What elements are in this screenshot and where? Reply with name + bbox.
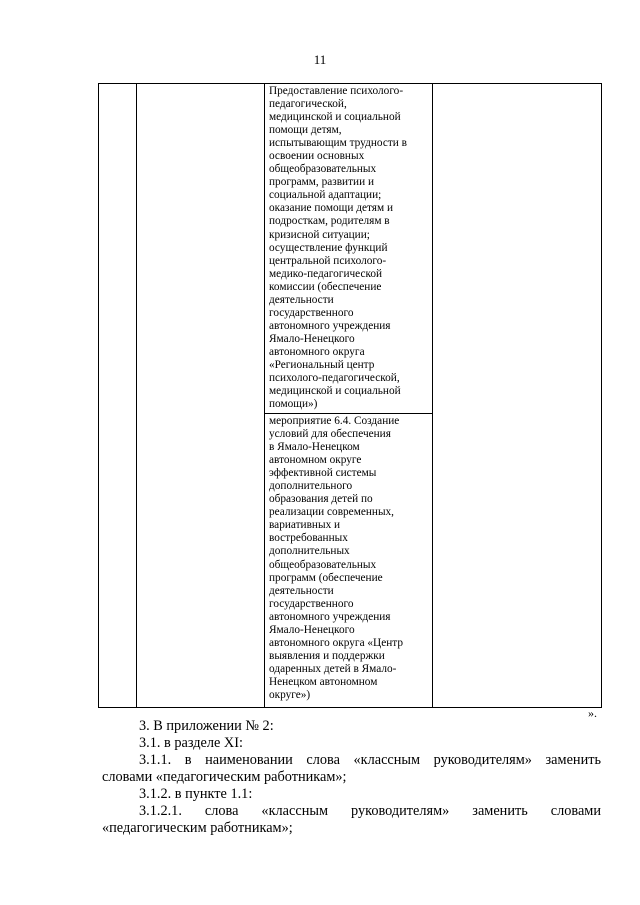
document-table [98, 83, 602, 708]
table-row [99, 84, 602, 414]
paragraph-3-1-1-line2: словами «педагогическим работникам»; [102, 769, 347, 785]
cell-text-psychological-assistance: Предоставление психолого- педагогической, медицинской и социальной помощи детям, испытывающим трудности в освоении основных общеобразовательных программ, развитии и социальной адаптации; оказание помощи детям и подросткам, родителям в кризисной ситуации; осуществление функций центральной психолого- медико-педагогической комиссии (обеспечение деятельности государственного автономного учреждения Ямало-Ненецкого автономного округа «Региональный центр психолого-педагогической, медицинской и социальной помощи») [269, 85, 407, 411]
paragraph-appendix-2: 3. В приложении № 2: [139, 718, 274, 734]
paragraph-section-xi: 3.1. в разделе XI: [139, 735, 243, 751]
table-cell-description [265, 84, 433, 414]
table-cell-number [99, 84, 137, 708]
table-cell-empty-right [433, 84, 602, 708]
table-cell-empty [137, 84, 265, 708]
paragraph-3-1-2-1-line1: 3.1.2.1. слова «классным руководителям» заменить словами [139, 803, 601, 819]
paragraph-3-1-1-line1: 3.1.1. в наименовании слова «классным руководителям» заменить [139, 752, 601, 768]
closing-quote: ». [588, 706, 597, 720]
page-number: 11 [313, 52, 327, 67]
table-cell-description [265, 414, 433, 708]
paragraph-3-1-2-1-line2: «педагогическим работникам»; [102, 820, 293, 836]
cell-text-measure-6-4: мероприятие 6.4. Создание условий для обеспечения в Ямало-Ненецком автономном округе эффективной системы дополнительного образования детей по реализации современных, вариативных и востребованных дополнительных общеобразовательных программ (обеспечение деятельности государственного автономного учреждения Ямало-Ненецкого автономного округа «Центр выявления и поддержки одаренных детей в Ямало- Ненецком автономном округе») [269, 415, 403, 701]
paragraph-3-1-2: 3.1.2. в пункте 1.1: [139, 786, 253, 802]
